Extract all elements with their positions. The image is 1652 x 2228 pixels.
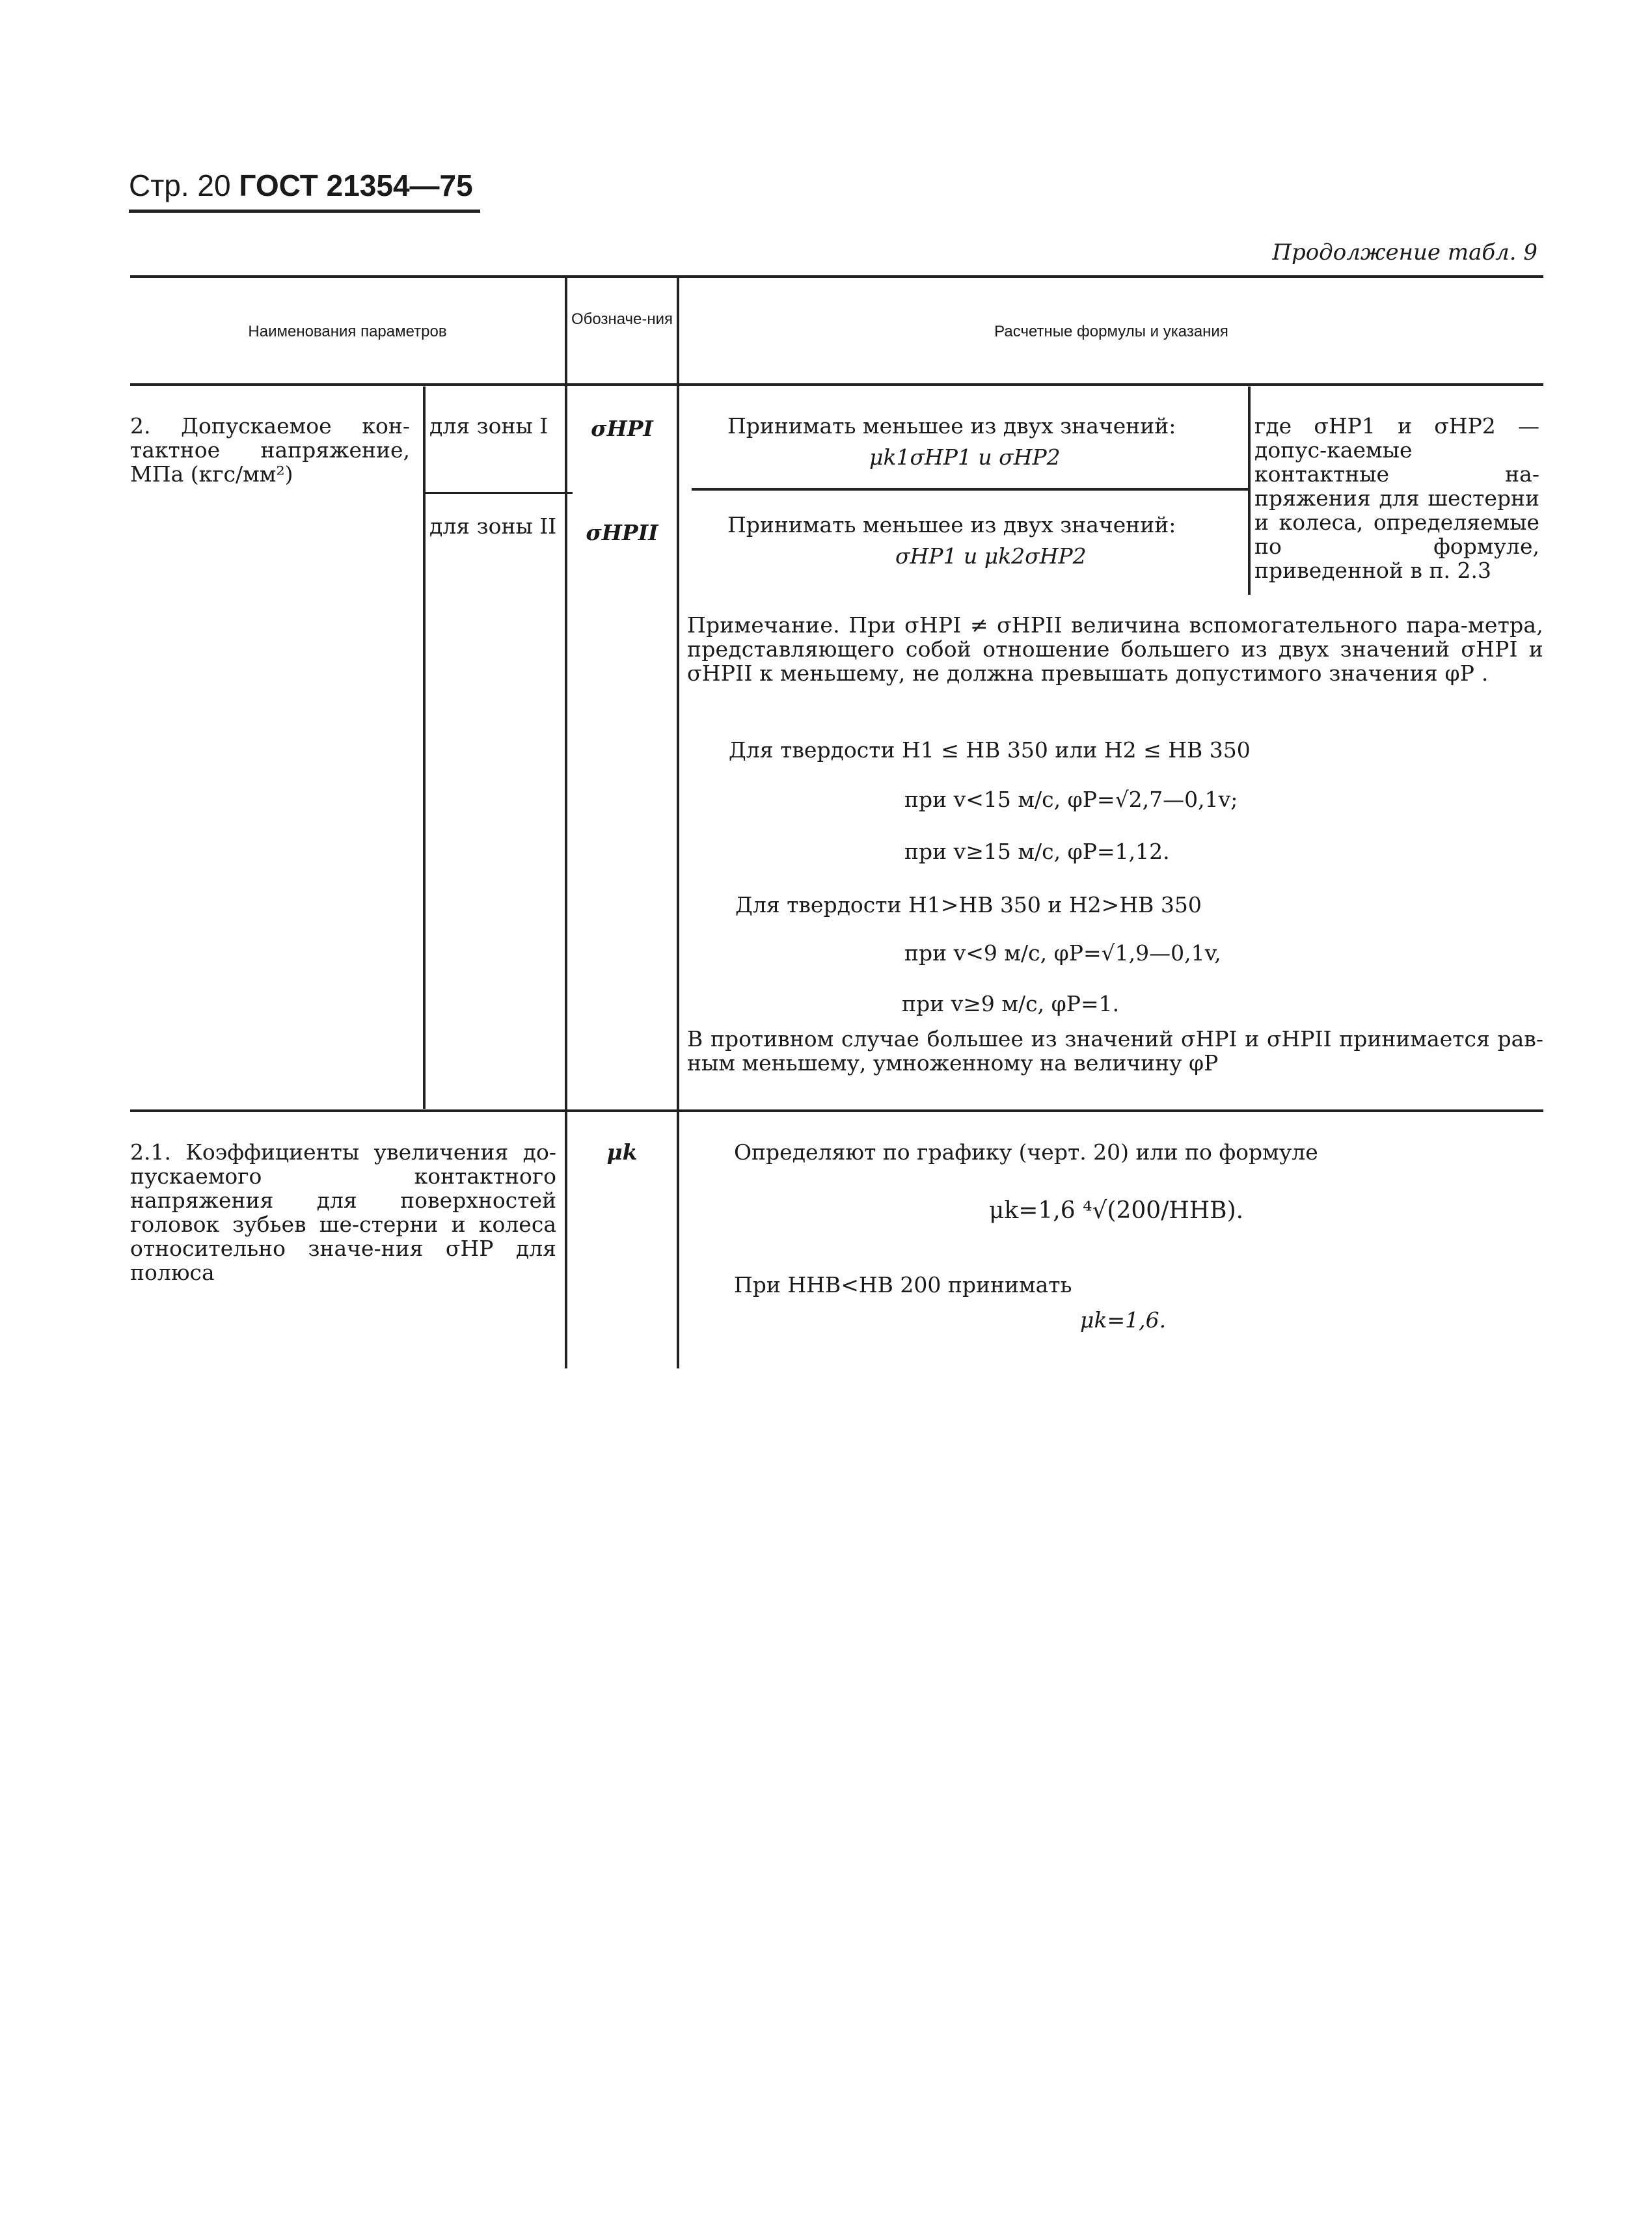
zone-1-label: для зоны I [429, 413, 548, 439]
method-text: Определяют по графику (черт. 20) или по формуле [734, 1139, 1318, 1165]
standard-label: ГОСТ [239, 169, 318, 202]
formula-1-text: Принимать меньшее из двух значений: [727, 413, 1176, 439]
zone-2-label: для зоны II [429, 513, 557, 539]
col-header-symbol: Обозначе-ния [571, 310, 673, 328]
hardness-1-case-b: при v≥15 м/с, φP=1,12. [904, 839, 1170, 864]
page-header [129, 168, 473, 203]
zone-col-divider [423, 387, 426, 1109]
standard-number: 21354—75 [326, 169, 473, 202]
condition-text: При HHB<HB 200 принимать [734, 1272, 1072, 1297]
formula-1: μk1σHP1 и σHP2 [869, 444, 1061, 470]
col-divider-2 [677, 275, 679, 1368]
zone-divider-right [692, 488, 1249, 491]
hardness-2: Для твердости H1>HB 350 и H2>HB 350 [735, 892, 1202, 917]
condition-value: μk=1,6. [1080, 1307, 1167, 1333]
param-name-2: 2. Допускаемое кон-тактное напряжение, МПа (кгс/мм²) [130, 413, 410, 487]
final-paragraph: В противном случае большее из значений σHPI и σHPII принимается рав-ным меньшему, умноженному на величину φP [687, 1026, 1543, 1076]
zone-divider-left [423, 492, 573, 494]
table-header-rule [130, 383, 1543, 386]
note-paragraph: Примечание. При σHPI ≠ σHPII величина вспомогательного пара-метра, представляющего собой отношение большего из двух значений σHPI и σHPII к меньшему, не должна превышать допустимого значения φP . [687, 612, 1543, 686]
symbol-zone-2: σHPII [586, 520, 658, 545]
formula-2: σHP1 и μk2σHP2 [895, 543, 1087, 569]
note-col-divider [1248, 387, 1251, 595]
table-top-rule [130, 275, 1543, 278]
symbol-mu-k: μk [606, 1139, 638, 1165]
side-note: где σHP1 и σHP2 — допус-каемые контактные на-пряжения для шестерни и колеса, определяемые по формуле, приведенной в п. 2.3 [1254, 413, 1539, 583]
formula-2-text: Принимать меньшее из двух значений: [727, 512, 1176, 537]
header-underline [129, 210, 480, 213]
col-header-formulas: Расчетные формулы и указания [994, 323, 1228, 340]
hardness-1-case-a: при v<15 м/с, φP=√2,7—0,1v; [904, 787, 1238, 812]
param-name-2-1: 2.1. Коэффициенты увеличения до-пускаемого контактного напряжения для поверхностей головок зубьев ше-стерни и колеса относительно значе-ния σHP для полюса [130, 1139, 556, 1285]
col-header-name: Наименования параметров [248, 323, 447, 340]
continuation-label: Продолжение табл. 9 [1272, 239, 1537, 265]
page-number: Стр. 20 [129, 169, 231, 202]
row-divider [130, 1109, 1543, 1112]
mu-k-formula: μk=1,6 ⁴√(200/HHB). [989, 1197, 1244, 1224]
hardness-2-case-a: при v<9 м/с, φP=√1,9—0,1v, [904, 940, 1221, 966]
symbol-zone-1: σHPI [591, 416, 653, 441]
hardness-2-case-b: при v≥9 м/с, φP=1. [902, 991, 1120, 1016]
hardness-1: Для твердости H1 ≤ HB 350 или H2 ≤ HB 350 [729, 737, 1251, 763]
